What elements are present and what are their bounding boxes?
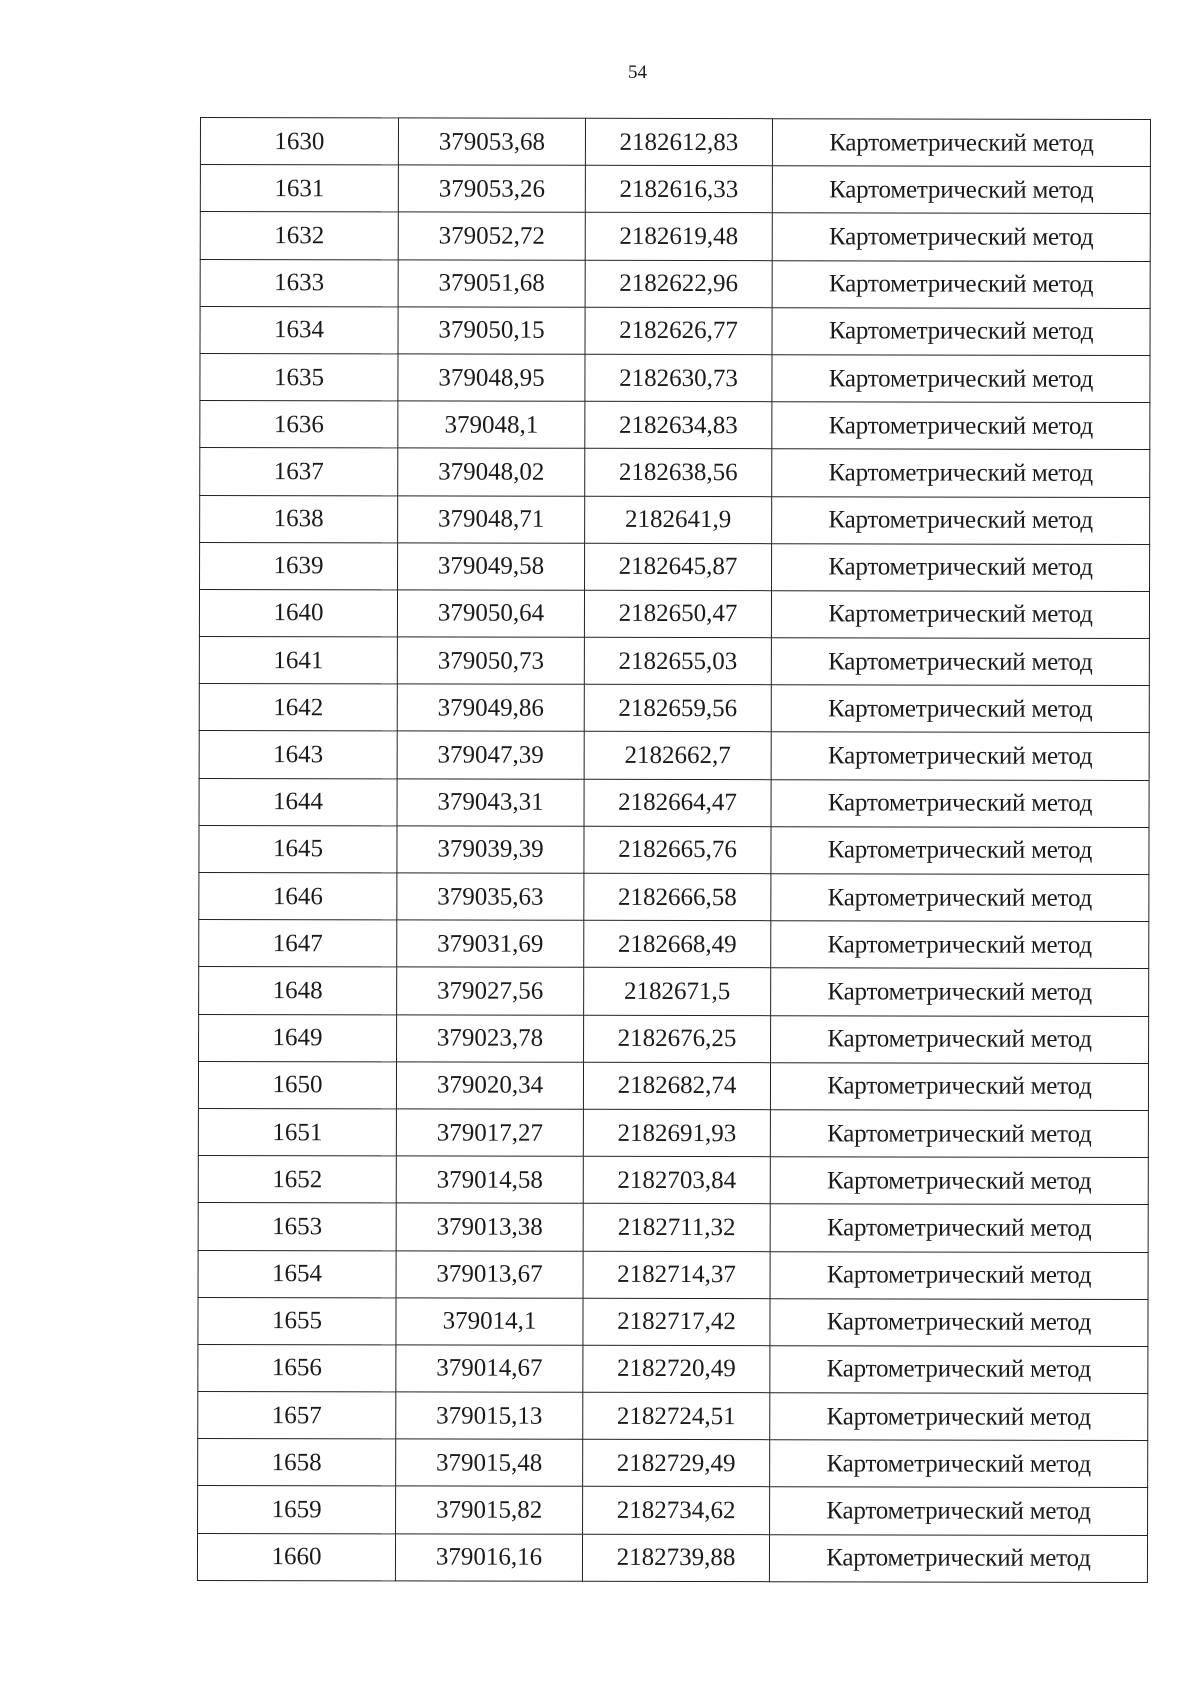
x-coordinate-cell: 379050,64 xyxy=(397,590,584,638)
table-row xyxy=(198,1108,1148,1157)
y-coordinate-cell: 2182734,62 xyxy=(583,1487,770,1535)
x-coordinate-cell: 379014,1 xyxy=(396,1298,583,1346)
table-row xyxy=(198,1250,1148,1299)
y-coordinate-cell: 2182634,83 xyxy=(585,401,772,449)
x-coordinate-cell: 379014,67 xyxy=(396,1345,583,1393)
point-number-cell: 1653 xyxy=(198,1203,396,1251)
x-coordinate-cell: 379050,73 xyxy=(397,637,584,685)
method-cell: Картометрический метод xyxy=(770,1062,1148,1110)
x-coordinate-cell: 379014,58 xyxy=(396,1156,583,1204)
table-row xyxy=(198,1297,1148,1346)
table-row xyxy=(199,1014,1149,1063)
table-row xyxy=(200,212,1150,261)
table-row xyxy=(198,1156,1148,1205)
y-coordinate-cell: 2182626,77 xyxy=(585,307,772,355)
method-cell: Картометрический метод xyxy=(771,874,1149,922)
point-number-cell: 1656 xyxy=(198,1344,396,1392)
y-coordinate-cell: 2182720,49 xyxy=(583,1345,770,1393)
point-number-cell: 1644 xyxy=(199,778,397,826)
method-cell: Картометрический метод xyxy=(772,543,1150,591)
table-row xyxy=(198,1392,1148,1441)
method-cell: Картометрический метод xyxy=(769,1534,1147,1582)
y-coordinate-cell: 2182645,87 xyxy=(585,543,772,591)
point-number-cell: 1643 xyxy=(199,731,397,779)
x-coordinate-cell: 379053,26 xyxy=(398,165,585,213)
point-number-cell: 1634 xyxy=(200,306,398,354)
x-coordinate-cell: 379043,31 xyxy=(397,779,584,827)
y-coordinate-cell: 2182668,49 xyxy=(584,920,771,968)
method-cell: Картометрический метод xyxy=(772,449,1150,497)
point-number-cell: 1645 xyxy=(199,825,397,873)
x-coordinate-cell: 379048,1 xyxy=(398,401,585,449)
point-number-cell: 1646 xyxy=(199,872,397,920)
method-cell: Картометрический метод xyxy=(770,1251,1148,1299)
method-cell: Картометрический метод xyxy=(771,685,1149,733)
method-cell: Картометрический метод xyxy=(772,119,1150,167)
y-coordinate-cell: 2182729,49 xyxy=(583,1440,770,1488)
x-coordinate-cell: 379035,63 xyxy=(397,873,584,921)
method-cell: Картометрический метод xyxy=(771,968,1149,1016)
page-number: 54 xyxy=(628,62,647,83)
point-number-cell: 1655 xyxy=(198,1297,396,1345)
point-number-cell: 1658 xyxy=(198,1439,396,1487)
method-cell: Картометрический метод xyxy=(771,638,1149,686)
table-row xyxy=(197,1533,1147,1582)
point-number-cell: 1640 xyxy=(199,589,397,637)
x-coordinate-cell: 379052,72 xyxy=(398,212,585,260)
x-coordinate-cell: 379027,56 xyxy=(397,967,584,1015)
table-row xyxy=(200,118,1150,167)
x-coordinate-cell: 379015,13 xyxy=(396,1392,583,1440)
x-coordinate-cell: 379023,78 xyxy=(397,1014,584,1062)
x-coordinate-cell: 379050,15 xyxy=(398,307,585,355)
method-cell: Картометрический метод xyxy=(772,496,1150,544)
y-coordinate-cell: 2182665,76 xyxy=(584,826,771,874)
point-number-cell: 1650 xyxy=(198,1061,396,1109)
y-coordinate-cell: 2182739,88 xyxy=(582,1534,769,1582)
x-coordinate-cell: 379049,86 xyxy=(397,684,584,732)
point-number-cell: 1633 xyxy=(200,259,398,307)
point-number-cell: 1649 xyxy=(199,1014,397,1062)
method-cell: Картометрический метод xyxy=(770,1204,1148,1252)
method-cell: Картометрический метод xyxy=(770,1393,1148,1441)
table-row xyxy=(199,684,1149,733)
y-coordinate-cell: 2182638,56 xyxy=(585,449,772,497)
y-coordinate-cell: 2182666,58 xyxy=(584,873,771,921)
y-coordinate-cell: 2182630,73 xyxy=(585,354,772,402)
table-row xyxy=(198,1439,1148,1488)
point-number-cell: 1638 xyxy=(200,495,398,543)
table-row xyxy=(200,542,1150,591)
point-number-cell: 1648 xyxy=(199,967,397,1015)
table-row xyxy=(200,259,1150,308)
table-row xyxy=(199,778,1149,827)
y-coordinate-cell: 2182650,47 xyxy=(584,590,771,638)
method-cell: Картометрический метод xyxy=(770,1440,1148,1488)
method-cell: Картометрический метод xyxy=(771,591,1149,639)
point-number-cell: 1659 xyxy=(198,1486,396,1534)
y-coordinate-cell: 2182641,9 xyxy=(585,496,772,544)
table-row xyxy=(200,448,1150,497)
point-number-cell: 1639 xyxy=(200,542,398,590)
point-number-cell: 1642 xyxy=(199,684,397,732)
y-coordinate-cell: 2182676,25 xyxy=(584,1015,771,1063)
table-row xyxy=(199,920,1149,969)
x-coordinate-cell: 379020,34 xyxy=(396,1062,583,1110)
y-coordinate-cell: 2182703,84 xyxy=(583,1156,770,1204)
y-coordinate-cell: 2182616,33 xyxy=(585,165,772,213)
point-number-cell: 1660 xyxy=(197,1533,395,1581)
x-coordinate-cell: 379015,48 xyxy=(396,1439,583,1487)
point-number-cell: 1647 xyxy=(199,920,397,968)
table-row xyxy=(198,1344,1148,1393)
table-row xyxy=(199,731,1149,780)
y-coordinate-cell: 2182655,03 xyxy=(584,637,771,685)
x-coordinate-cell: 379053,68 xyxy=(398,118,585,166)
method-cell: Картометрический метод xyxy=(772,402,1150,450)
method-cell: Картометрический метод xyxy=(771,827,1149,875)
point-number-cell: 1652 xyxy=(198,1156,396,1204)
table-row xyxy=(198,1061,1148,1110)
point-number-cell: 1631 xyxy=(200,165,398,213)
x-coordinate-cell: 379048,02 xyxy=(398,448,585,496)
x-coordinate-cell: 379015,82 xyxy=(396,1486,583,1534)
coordinates-table-body xyxy=(197,118,1150,1583)
y-coordinate-cell: 2182682,74 xyxy=(583,1062,770,1110)
x-coordinate-cell: 379039,39 xyxy=(397,826,584,874)
x-coordinate-cell: 379051,68 xyxy=(398,259,585,307)
table-row xyxy=(199,967,1149,1016)
y-coordinate-cell: 2182622,96 xyxy=(585,260,772,308)
y-coordinate-cell: 2182664,47 xyxy=(584,779,771,827)
point-number-cell: 1637 xyxy=(200,448,398,496)
table-row xyxy=(199,825,1149,874)
x-coordinate-cell: 379013,38 xyxy=(396,1203,583,1251)
point-number-cell: 1657 xyxy=(198,1392,396,1440)
x-coordinate-cell: 379047,39 xyxy=(397,731,584,779)
y-coordinate-cell: 2182619,48 xyxy=(585,213,772,261)
method-cell: Картометрический метод xyxy=(770,1298,1148,1346)
y-coordinate-cell: 2182691,93 xyxy=(583,1109,770,1157)
y-coordinate-cell: 2182714,37 xyxy=(583,1251,770,1299)
table-row xyxy=(198,1486,1148,1535)
point-number-cell: 1651 xyxy=(198,1108,396,1156)
point-number-cell: 1641 xyxy=(199,637,397,685)
x-coordinate-cell: 379013,67 xyxy=(396,1250,583,1298)
y-coordinate-cell: 2182724,51 xyxy=(583,1392,770,1440)
y-coordinate-cell: 2182711,32 xyxy=(583,1204,770,1252)
table-row xyxy=(200,165,1150,214)
method-cell: Картометрический метод xyxy=(770,1157,1148,1205)
method-cell: Картометрический метод xyxy=(770,1110,1148,1158)
x-coordinate-cell: 379031,69 xyxy=(397,920,584,968)
y-coordinate-cell: 2182717,42 xyxy=(583,1298,770,1346)
table-row xyxy=(199,589,1149,638)
table-row xyxy=(199,872,1149,921)
y-coordinate-cell: 2182662,7 xyxy=(584,732,771,780)
method-cell: Картометрический метод xyxy=(771,921,1149,969)
method-cell: Картометрический метод xyxy=(770,1487,1148,1535)
table-row xyxy=(200,353,1150,402)
x-coordinate-cell: 379048,95 xyxy=(398,354,585,402)
method-cell: Картометрический метод xyxy=(771,732,1149,780)
y-coordinate-cell: 2182671,5 xyxy=(584,968,771,1016)
point-number-cell: 1632 xyxy=(200,212,398,260)
x-coordinate-cell: 379048,71 xyxy=(398,495,585,543)
method-cell: Картометрический метод xyxy=(772,307,1150,355)
point-number-cell: 1635 xyxy=(200,353,398,401)
method-cell: Картометрический метод xyxy=(771,779,1149,827)
table-row xyxy=(198,1203,1148,1252)
table-row xyxy=(200,306,1150,355)
x-coordinate-cell: 379016,16 xyxy=(395,1534,582,1582)
table-row xyxy=(200,495,1150,544)
table-row xyxy=(199,637,1149,686)
point-number-cell: 1630 xyxy=(200,118,398,166)
method-cell: Картометрический метод xyxy=(770,1346,1148,1394)
method-cell: Картометрический метод xyxy=(772,355,1150,403)
point-number-cell: 1654 xyxy=(198,1250,396,1298)
x-coordinate-cell: 379017,27 xyxy=(396,1109,583,1157)
coordinates-table xyxy=(197,117,1151,1583)
table-row xyxy=(200,401,1150,450)
y-coordinate-cell: 2182659,56 xyxy=(584,685,771,733)
method-cell: Картометрический метод xyxy=(772,166,1150,214)
x-coordinate-cell: 379049,58 xyxy=(398,543,585,591)
method-cell: Картометрический метод xyxy=(771,1015,1149,1063)
point-number-cell: 1636 xyxy=(200,401,398,449)
y-coordinate-cell: 2182612,83 xyxy=(585,118,772,166)
method-cell: Картометрический метод xyxy=(772,213,1150,261)
method-cell: Картометрический метод xyxy=(772,260,1150,308)
